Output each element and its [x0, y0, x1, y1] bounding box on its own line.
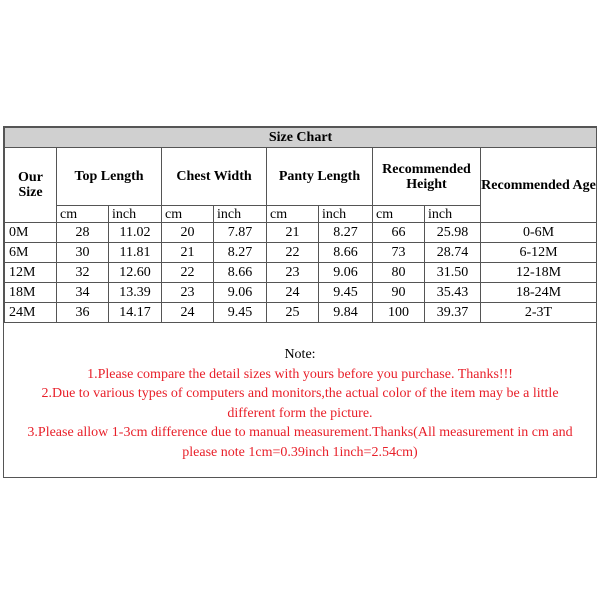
table-cell: 30 [57, 243, 109, 263]
table-cell: 12.60 [109, 263, 162, 283]
table-cell: 28 [57, 223, 109, 243]
table-cell: 8.27 [214, 243, 267, 263]
size-cell: 18M [5, 283, 57, 303]
table-cell: 11.81 [109, 243, 162, 263]
table-cell: 80 [373, 263, 425, 283]
table-cell: 39.37 [425, 303, 481, 323]
unit-label: cm [373, 206, 425, 223]
size-cell: 6M [5, 243, 57, 263]
table-cell: 9.06 [319, 263, 373, 283]
age-cell: 0-6M [481, 223, 597, 243]
table-cell: 31.50 [425, 263, 481, 283]
age-cell: 12-18M [481, 263, 597, 283]
table-cell: 11.02 [109, 223, 162, 243]
size-chart-table [4, 127, 597, 323]
age-cell: 6-12M [481, 243, 597, 263]
table-cell: 25 [267, 303, 319, 323]
unit-label: inch [319, 206, 373, 223]
table-cell: 8.27 [319, 223, 373, 243]
table-cell: 73 [373, 243, 425, 263]
age-cell: 2-3T [481, 303, 597, 323]
table-cell: 9.84 [319, 303, 373, 323]
header-top-length: Top Length [57, 148, 162, 206]
note-section [4, 345, 596, 462]
table-cell: 9.45 [319, 283, 373, 303]
unit-label: inch [109, 206, 162, 223]
chart-title: Size Chart [5, 128, 597, 148]
table-cell: 13.39 [109, 283, 162, 303]
table-cell: 35.43 [425, 283, 481, 303]
table-row [5, 263, 597, 283]
unit-label: cm [162, 206, 214, 223]
note-line-2a: 2.Due to various types of computers and monitors,the actual color of the item may be a little [41, 386, 559, 401]
table-cell: 23 [267, 263, 319, 283]
table-cell: 90 [373, 283, 425, 303]
table-cell: 28.74 [425, 243, 481, 263]
table-cell: 25.98 [425, 223, 481, 243]
table-cell: 24 [267, 283, 319, 303]
table-cell: 21 [267, 223, 319, 243]
table-cell: 22 [267, 243, 319, 263]
table-row [5, 223, 597, 243]
age-cell: 18-24M [481, 283, 597, 303]
note-line-1: 1.Please compare the detail sizes with yours before you purchase. Thanks!!! [87, 366, 513, 382]
unit-label: cm [267, 206, 319, 223]
table-cell: 36 [57, 303, 109, 323]
header-our-size: Our Size [5, 148, 57, 223]
header-chest-width: Chest Width [162, 148, 267, 206]
table-cell: 34 [57, 283, 109, 303]
table-cell: 66 [373, 223, 425, 243]
table-cell: 8.66 [214, 263, 267, 283]
table-row [5, 303, 597, 323]
size-cell: 12M [5, 263, 57, 283]
table-cell: 9.06 [214, 283, 267, 303]
note-heading: Note: [284, 347, 316, 362]
table-cell: 20 [162, 223, 214, 243]
table-cell: 14.17 [109, 303, 162, 323]
table-row [5, 243, 597, 263]
table-cell: 23 [162, 283, 214, 303]
note-line-3b: please note 1cm=0.39inch 1inch=2.54cm) [182, 444, 418, 460]
table-cell: 8.66 [319, 243, 373, 263]
table-cell: 100 [373, 303, 425, 323]
note-line-2b: different form the picture. [227, 405, 373, 421]
note-line-3a: 3.Please allow 1-3cm difference due to manual measurement.Thanks(All measurement in cm and [27, 425, 573, 440]
table-cell: 21 [162, 243, 214, 263]
size-cell: 0M [5, 223, 57, 243]
table-cell: 7.87 [214, 223, 267, 243]
table-row [5, 283, 597, 303]
table-cell: 9.45 [214, 303, 267, 323]
header-recommended-height: Recommended Height [373, 148, 481, 206]
size-chart [3, 126, 597, 478]
unit-label: inch [425, 206, 481, 223]
table-cell: 22 [162, 263, 214, 283]
size-cell: 24M [5, 303, 57, 323]
table-cell: 24 [162, 303, 214, 323]
header-panty-length: Panty Length [267, 148, 373, 206]
unit-label: cm [57, 206, 109, 223]
table-cell: 32 [57, 263, 109, 283]
unit-label: inch [214, 206, 267, 223]
header-recommended-age: Recommended Age [481, 148, 597, 223]
